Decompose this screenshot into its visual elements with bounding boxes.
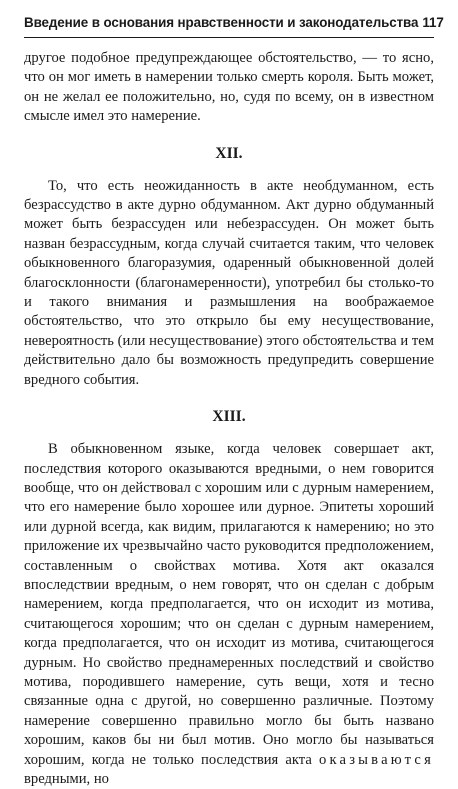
paragraph-xiii-tail: вредными, но bbox=[24, 771, 109, 787]
section-heading-xiii: XIII. bbox=[212, 408, 246, 426]
paragraph-continued: другое подобное предупреждающее обстоятельство, — то ясно, что он мог иметь в намерении только смерть короля. Быть может, он не желал ее положительно, но, судя по всему, он в известном смысле имел это намерение. bbox=[24, 50, 434, 125]
page-number: 117 bbox=[422, 15, 444, 30]
paragraph-xii: То, что есть неожиданность в акте необдуманном, есть безрассудство в акте дурно обдуманном. Акт дурно обдуманный может быть безрассуден или небезрассуден. Он может быть назван безрассудным, когда случай считается таким, что человек обыкновенного благоразумия, одаренный обыкновенной долей благосклонности (благонамеренности), употребил бы столько-то и такого внимания и размышления на воображаемое обстоятельство, что это открыло бы ему несуществование, невероятность (или несуществование) этого обстоятельства и тем действительно дало бы возможность предупредить совершение вредного события. bbox=[24, 177, 434, 388]
paragraph-xiii-text: В обыкновенном языке, когда человек совершает акт, последствия которого оказываются вредными, о нем говорится вообще, что он действовал с хорошим или с дурным намерением, что его намерение было хорошее или дурное. Эпитеты хороший или дурной всегда, как видим, прилагаются к намерению; но это приложение их чрезвычайно часто руководится предположением, составленным о свойствах мотива. Хотя акт оказался впоследствии вредным, о нем говорят, что он сделан с добрым намерением, когда предполагается, что он исходит из мотива, считающегося хорошим; что он сделан с дурным намерением, когда предполагается, что он исходит из мотива, считающегося дурным. Но свойство преднамеренных последствий и свойство мотива, породившего намерение, суть вещи, хотя и тесно связанные одна с другой, но совершенно различные. Поэтому намерение совершенно правильно могло бы быть названо хорошим, каков бы ни был мотив. Оно могло бы называться хорошим, когда не только последствия акта bbox=[24, 441, 434, 768]
emphasis-spaced-word: оказываются bbox=[318, 751, 434, 768]
running-header bbox=[24, 14, 444, 38]
section-heading-xii: XII. bbox=[215, 144, 243, 162]
running-header-title: Введение в основания нравственности и законодательства bbox=[24, 15, 419, 30]
body-text bbox=[24, 49, 434, 789]
paragraph-xiii bbox=[24, 440, 434, 789]
